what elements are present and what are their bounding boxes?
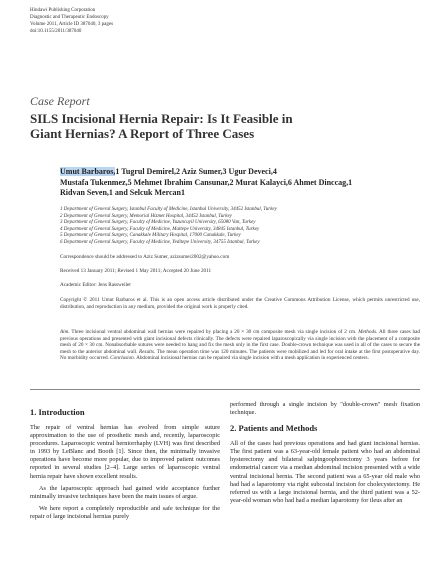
- journal-name: Diagnostic and Therapeutic Endoscopy: [30, 15, 109, 20]
- right-column: [230, 401, 420, 509]
- abstract-methods-label: Methods.: [358, 329, 378, 335]
- author-line-1-rest: 1 Tugrul Demirel,2 Aziz Sumer,3 Ugur Deveci,4: [115, 167, 277, 176]
- publisher-name: Hindawi Publishing Corporation: [30, 8, 96, 13]
- intro-paragraph-2: As the laparoscopic approach had gained wide acceptance further minimally invasive techniques have been the main issues of argue.: [30, 484, 220, 500]
- abstract-results-label: Results.: [138, 348, 156, 355]
- abstract-methods: All three cases had previous operations and presented with giant incisional defects clinically. The defects were repaired laparoscopically via single incision with the placement of a composite mesh of 20 × 30 cm. Nonabsorbable sutures were needed to hang and fix the mesh only in the first case. Double-crown technique was used in all of the cases to secure the mesh to the anterior abdominal wall.: [60, 329, 420, 355]
- left-column: [30, 401, 220, 525]
- affiliation-4: 4 Department of General Surgery, Faculty of Medicine, Maltepe University, 34845 Istanbul, Turkey: [60, 226, 260, 232]
- abstract-results: The mean operation time was 120 minutes. The patients were mobilized and led for oral intake at the first postoperative day. No morbidity occurred.: [60, 348, 421, 361]
- academic-editor: Academic Editor: Jens Rassweiler: [60, 282, 132, 288]
- methods-paragraph-1: All of the cases had previous operations and had giant incisional hernias. The first patient was a 63-year-old female patient who had an abdominal hysterectomy and bilateral salpingoophorectomy 3 years before for endometrial cancer via a median abdominal incision presented with a wide ventral incisional hernia. The second patient was a 65-year old male who had had a laparotomy via right subcostal incision for cholecystectomy. He referred us with a large incisional hernia, and the third patient was a 52-year-old woman who had had a median laparotomy for ileus after an: [230, 440, 420, 504]
- affiliation-2: 2 Department of General Surgery, Memorial Hizmet Hospital, 34452 Istanbul, Turkey: [60, 213, 232, 219]
- author-line-3: Ridvan Seven,1 and Selcuk Mercan1: [60, 188, 185, 197]
- author-line-2: Mustafa Tukenmez,5 Mehmet Ibrahim Cansunar,2 Murat Kalayci,6 Ahmet Dinccag,1: [60, 177, 353, 187]
- section-heading-introduction: 1. Introduction: [30, 407, 85, 417]
- section-divider: [30, 389, 420, 390]
- affiliation-6: 6 Department of General Surgery, Faculty of Medicine, Yeditepe University, 34755 Istanbul, Turkey: [60, 239, 260, 245]
- title-line-1: SILS Incisional Hernia Repair: Is It Feasible in: [30, 111, 293, 126]
- copyright-notice: Copyright © 2011 Umut Barbaros et al. This is an open access article distributed under the Creative Commons Attribution License, which permits unrestricted use, distribution, and reproduction in any medium, provided the original work is properly cited.: [60, 297, 420, 310]
- author-list: [60, 167, 420, 199]
- volume-info: Volume 2011, Article ID 387040, 3 pages: [30, 22, 114, 27]
- doi: doi:10.1155/2011/387040: [30, 29, 82, 34]
- journal-header: [30, 7, 113, 35]
- article-title: [30, 111, 410, 141]
- abstract-aim: Three incisional ventral abdominal wall hernias were repaired by placing a 20 × 30 cm composite mesh via single incision of 2 cm.: [69, 329, 359, 335]
- author-highlighted[interactable]: Umut Barbaros,: [60, 167, 116, 176]
- affiliations: [60, 207, 420, 247]
- intro-paragraph-1: The repair of ventral hernias has evolved from simple suture approximation to the use of prosthetic mesh and, recently, laparoscopic procedures. Laparoscopic ventral herniorrhaphy (LVH) was first described in 1993 by LeBlanc and Booth [1]. Since then, the minimally invasive operations have become more popular, due to improved patient outcomes reported in several studies [2–4]. Large series of laparoscopic ventral hernia repair have shown excellent results.: [30, 424, 220, 480]
- author-line-1: [60, 167, 420, 178]
- abstract-aim-label: Aim.: [60, 329, 70, 335]
- section-heading-patients-methods: 2. Patients and Methods: [230, 423, 318, 434]
- abstract: [60, 329, 420, 362]
- affiliation-1: 1 Department of General Surgery, Istanbul Faculty of Medicine, Istanbul University, 34452 Istanbul, Turkey: [60, 207, 277, 212]
- title-line-2: Giant Hernias? A Report of Three Cases: [30, 126, 255, 141]
- received-dates: Received 13 January 2011; Revised 1 May 2011; Accepted 20 June 2011: [60, 268, 212, 274]
- correspondence: Correspondence should be addressed to Aziz Sumer, azizsumer2002@yahoo.com: [60, 254, 230, 260]
- intro-paragraph-3: We here report a completely reproducible and safe technique for the repair of large incisional hernias purely: [30, 504, 220, 520]
- affiliation-3: 3 Department of General Surgery, Faculty of Medicine, Yuzuncuyil University, 65080 Van, Turkey: [60, 220, 256, 226]
- intro-continuation: performed through a single incision by "double-crown" mesh fixation technique.: [230, 401, 420, 417]
- affiliation-5: 5 Department of General Surgery, Canakkale Military Hospital, 17000 Canakkale, Turkey: [60, 233, 241, 239]
- abstract-conclusion-label: Conclusion.: [110, 355, 136, 361]
- abstract-conclusion: Abdominal incisional hernias can be repaired via single incision with a mesh application in experienced centers.: [135, 355, 369, 361]
- article-type: Case Report: [30, 94, 90, 108]
